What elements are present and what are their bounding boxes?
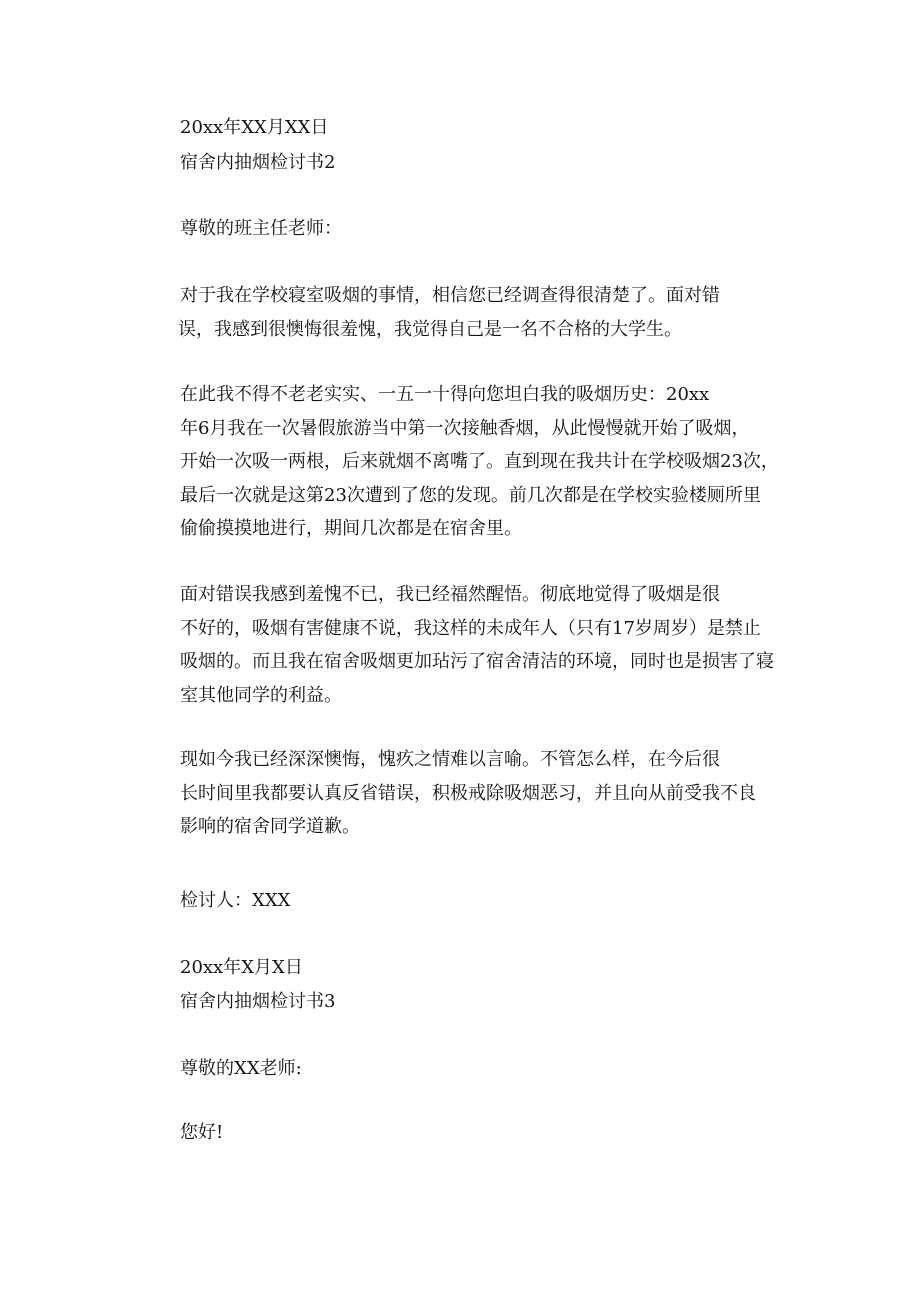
paragraph-2-line: 最后一次就是这第23次遭到了您的发现。前几次都是在学校实验楼厕所里 xyxy=(180,484,761,506)
paragraph-3-line: 不好的，吸烟有害健康不说，我这样的未成年人（只有17岁周岁）是禁止 xyxy=(180,617,761,639)
date-line-2: 20xx年X月X日 xyxy=(180,957,303,978)
paragraph-4 xyxy=(180,743,780,844)
paragraph-3-line: 吸烟的。而且我在宿舍吸烟更加玷污了宿舍清洁的环境，同时也是损害了寝 xyxy=(180,651,774,672)
paragraph-3-line: 面对错误我感到羞愧不已，我已经福然醒悟。彻底地觉得了吸烟是很 xyxy=(180,584,720,605)
paragraph-2-line: 在此我不得不老老实实、一五一十得向您坦白我的吸烟历史：20xx xyxy=(180,384,710,405)
greeting-line: 您好! xyxy=(180,1122,224,1143)
paragraph-4-line: 长时间里我都要认真反省错误，积极戒除吸烟恶习，并且向从前受我不良 xyxy=(180,782,756,804)
paragraph-1 xyxy=(180,279,780,346)
signer-line: 检讨人：XXX xyxy=(180,890,291,911)
paragraph-2-line: 年6月我在一次暑假旅游当中第一次接触香烟，从此慢慢就开始了吸烟， xyxy=(180,417,750,439)
salutation-1: 尊敬的班主任老师： xyxy=(180,218,342,239)
date-line-1: 20xx年XX月XX日 xyxy=(180,117,329,138)
paragraph-4-line: 现如今我已经深深懊悔，愧疚之情难以言喻。不管怎么样，在今后很 xyxy=(180,749,720,770)
paragraph-1-line: 误，我感到很懊悔很羞愧，我觉得自己是一名不合格的大学生。 xyxy=(178,318,682,340)
section-title-2: 宿舍内抽烟检讨书2 xyxy=(180,152,336,173)
salutation-2: 尊敬的XX老师: xyxy=(180,1058,302,1079)
paragraph-2-line: 开始一次吸一两根，后来就烟不离嘴了。直到现在我共计在学校吸烟23次， xyxy=(180,451,779,472)
paragraph-2-line: 偷偷摸摸地进行，期间几次都是在宿舍里。 xyxy=(180,518,522,539)
paragraph-2 xyxy=(180,378,780,546)
paragraph-3-line: 室其他同学的利益。 xyxy=(180,684,342,706)
paragraph-3 xyxy=(180,578,780,712)
paragraph-4-line: 影响的宿舍同学道歉。 xyxy=(180,816,360,837)
section-title-3: 宿舍内抽烟检讨书3 xyxy=(180,991,336,1012)
paragraph-1-line: 对于我在学校寝室吸烟的事情，相信您已经调查得很清楚了。面对错 xyxy=(180,285,720,306)
